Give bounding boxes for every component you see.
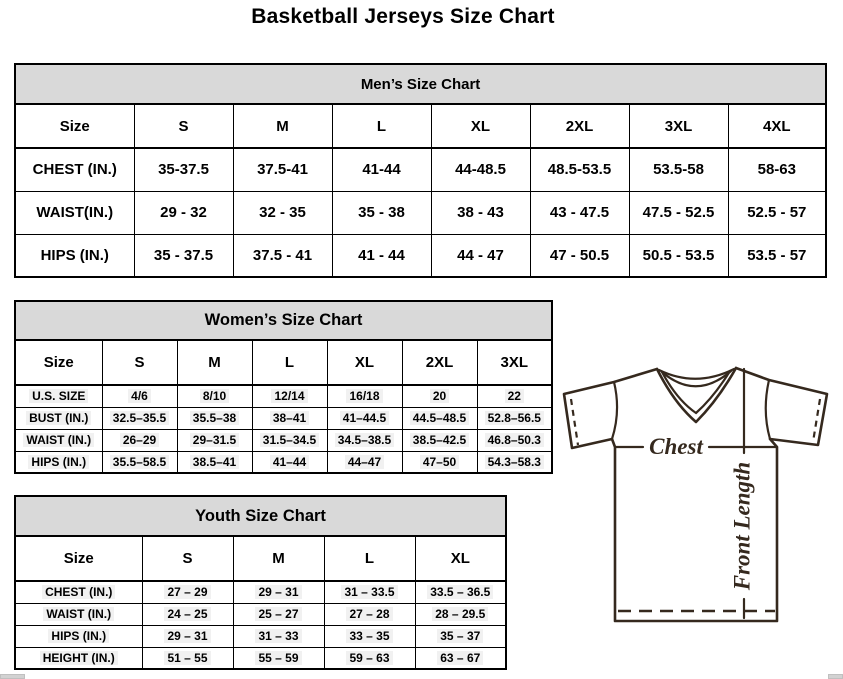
youth-value-cell: 29 – 31 <box>142 625 233 647</box>
scrollbar-fragment-left[interactable] <box>0 674 25 679</box>
youth-data-row <box>15 581 506 603</box>
women-value-cell: 38.5–41 <box>177 451 252 473</box>
men-table-band <box>15 64 826 104</box>
men-value-cell: 32 - 35 <box>233 191 332 234</box>
men-value-cell: 41 - 44 <box>332 234 431 277</box>
youth-value-cell: 35 – 37 <box>415 625 506 647</box>
women-header-cell: XL <box>327 340 402 385</box>
youth-row-label: WAIST (IN.) <box>15 603 142 625</box>
women-data-row <box>15 407 552 429</box>
women-header-cell: 2XL <box>402 340 477 385</box>
youth-row-label: HIPS (IN.) <box>15 625 142 647</box>
women-row-label: U.S. SIZE <box>15 385 102 407</box>
youth-table-band <box>15 496 506 536</box>
women-value-cell: 12/14 <box>252 385 327 407</box>
men-value-cell: 50.5 - 53.5 <box>629 234 728 277</box>
men-row-label: HIPS (IN.) <box>15 234 134 277</box>
men-row-label: CHEST (IN.) <box>15 148 134 191</box>
youth-value-cell: 31 – 33 <box>233 625 324 647</box>
women-value-cell: 26–29 <box>102 429 177 451</box>
women-size-table <box>14 300 553 474</box>
youth-value-cell: 29 – 31 <box>233 581 324 603</box>
women-header-cell: 3XL <box>477 340 552 385</box>
men-header-cell: S <box>134 104 233 148</box>
men-value-cell: 47.5 - 52.5 <box>629 191 728 234</box>
men-value-cell: 48.5-53.5 <box>530 148 629 191</box>
youth-header-cell: S <box>142 536 233 581</box>
women-data-row <box>15 429 552 451</box>
women-header-cell: Size <box>15 340 102 385</box>
men-value-cell: 53.5 - 57 <box>728 234 826 277</box>
women-header-cell: M <box>177 340 252 385</box>
men-value-cell: 38 - 43 <box>431 191 530 234</box>
men-value-cell: 44-48.5 <box>431 148 530 191</box>
front-length-label: Front Length <box>729 461 755 591</box>
men-data-row <box>15 191 826 234</box>
women-data-row <box>15 451 552 473</box>
men-header-cell: 2XL <box>530 104 629 148</box>
youth-header-cell: Size <box>15 536 142 581</box>
right-armhole-seam <box>766 380 770 439</box>
left-cuff-dashed-seam <box>571 399 578 445</box>
youth-value-cell: 59 – 63 <box>324 647 415 669</box>
women-value-cell: 8/10 <box>177 385 252 407</box>
men-value-cell: 43 - 47.5 <box>530 191 629 234</box>
youth-size-table <box>14 495 507 670</box>
men-header-row <box>15 104 826 148</box>
youth-value-cell: 33 – 35 <box>324 625 415 647</box>
men-value-cell: 41-44 <box>332 148 431 191</box>
men-header-cell: L <box>332 104 431 148</box>
men-value-cell: 37.5-41 <box>233 148 332 191</box>
women-value-cell: 34.5–38.5 <box>327 429 402 451</box>
women-value-cell: 35.5–58.5 <box>102 451 177 473</box>
left-armhole-seam <box>612 382 617 439</box>
men-value-cell: 47 - 50.5 <box>530 234 629 277</box>
youth-value-cell: 33.5 – 36.5 <box>415 581 506 603</box>
women-value-cell: 41–44.5 <box>327 407 402 429</box>
women-header-cell: S <box>102 340 177 385</box>
men-value-cell: 52.5 - 57 <box>728 191 826 234</box>
youth-row-label: CHEST (IN.) <box>15 581 142 603</box>
youth-row-label: HEIGHT (IN.) <box>15 647 142 669</box>
women-row-label: HIPS (IN.) <box>15 451 102 473</box>
page-title: Basketball Jerseys Size Chart <box>251 5 555 28</box>
men-size-table <box>14 63 827 278</box>
women-value-cell: 32.5–35.5 <box>102 407 177 429</box>
youth-header-cell: XL <box>415 536 506 581</box>
women-chart-title: Women’s Size Chart <box>15 301 552 340</box>
men-header-cell: XL <box>431 104 530 148</box>
women-value-cell: 31.5–34.5 <box>252 429 327 451</box>
jersey-outline <box>564 368 827 621</box>
men-header-cell: M <box>233 104 332 148</box>
men-value-cell: 29 - 32 <box>134 191 233 234</box>
women-value-cell: 35.5–38 <box>177 407 252 429</box>
women-table-band <box>15 301 552 340</box>
youth-chart-title: Youth Size Chart <box>15 496 506 536</box>
men-value-cell: 37.5 - 41 <box>233 234 332 277</box>
youth-value-cell: 63 – 67 <box>415 647 506 669</box>
women-value-cell: 44.5–48.5 <box>402 407 477 429</box>
men-value-cell: 35 - 37.5 <box>134 234 233 277</box>
women-header-row <box>15 340 552 385</box>
women-value-cell: 52.8–56.5 <box>477 407 552 429</box>
men-header-cell: 4XL <box>728 104 826 148</box>
women-value-cell: 4/6 <box>102 385 177 407</box>
women-data-row <box>15 385 552 407</box>
chest-label: Chest <box>649 434 703 459</box>
women-value-cell: 47–50 <box>402 451 477 473</box>
men-data-row <box>15 148 826 191</box>
men-value-cell: 35-37.5 <box>134 148 233 191</box>
women-value-cell: 29–31.5 <box>177 429 252 451</box>
jersey-measurement-diagram <box>550 355 843 630</box>
women-row-label: WAIST (IN.) <box>15 429 102 451</box>
women-header-cell: L <box>252 340 327 385</box>
men-value-cell: 44 - 47 <box>431 234 530 277</box>
women-value-cell: 38.5–42.5 <box>402 429 477 451</box>
men-data-row <box>15 234 826 277</box>
men-value-cell: 58-63 <box>728 148 826 191</box>
youth-data-row <box>15 625 506 647</box>
youth-value-cell: 27 – 29 <box>142 581 233 603</box>
women-value-cell: 41–44 <box>252 451 327 473</box>
youth-value-cell: 28 – 29.5 <box>415 603 506 625</box>
youth-data-row <box>15 603 506 625</box>
youth-value-cell: 31 – 33.5 <box>324 581 415 603</box>
youth-header-cell: M <box>233 536 324 581</box>
women-value-cell: 20 <box>402 385 477 407</box>
women-value-cell: 16/18 <box>327 385 402 407</box>
women-value-cell: 54.3–58.3 <box>477 451 552 473</box>
youth-value-cell: 25 – 27 <box>233 603 324 625</box>
youth-value-cell: 24 – 25 <box>142 603 233 625</box>
women-value-cell: 38–41 <box>252 407 327 429</box>
men-header-cell: 3XL <box>629 104 728 148</box>
women-value-cell: 46.8–50.3 <box>477 429 552 451</box>
men-row-label: WAIST(IN.) <box>15 191 134 234</box>
women-row-label: BUST (IN.) <box>15 407 102 429</box>
youth-value-cell: 55 – 59 <box>233 647 324 669</box>
men-chart-title: Men’s Size Chart <box>15 64 826 104</box>
youth-value-cell: 27 – 28 <box>324 603 415 625</box>
youth-header-cell: L <box>324 536 415 581</box>
women-value-cell: 44–47 <box>327 451 402 473</box>
youth-header-row <box>15 536 506 581</box>
scrollbar-fragment-right[interactable] <box>828 674 843 679</box>
youth-value-cell: 51 – 55 <box>142 647 233 669</box>
women-value-cell: 22 <box>477 385 552 407</box>
men-header-cell: Size <box>15 104 134 148</box>
men-value-cell: 53.5-58 <box>629 148 728 191</box>
youth-data-row <box>15 647 506 669</box>
men-value-cell: 35 - 38 <box>332 191 431 234</box>
